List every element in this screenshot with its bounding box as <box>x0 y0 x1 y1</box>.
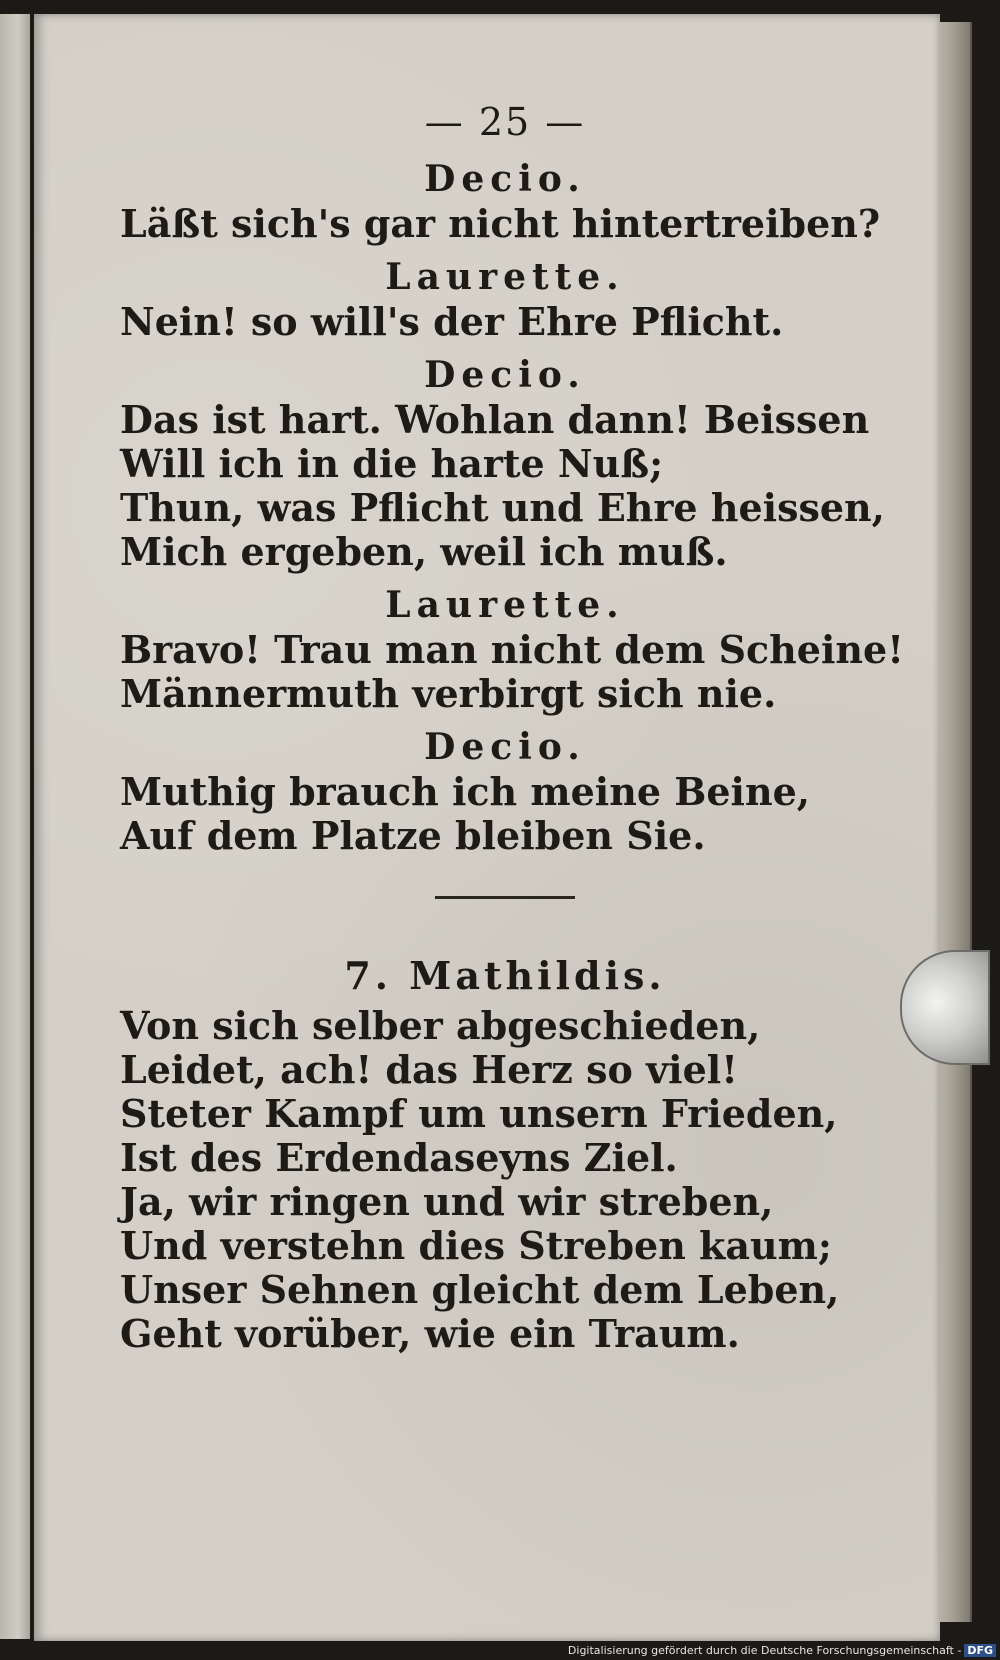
verse-line: Läßt sich's gar nicht hintertreiben? <box>120 201 881 246</box>
verse-line: Das ist hart. Wohlan dann! Beissen <box>120 397 870 442</box>
verse-line: Und verstehn dies Streben kaum; <box>120 1223 832 1268</box>
verse-line: Auf dem Platze bleiben Sie. <box>120 813 706 858</box>
verse-line: Nein! so will's der Ehre Pflicht. <box>120 299 784 344</box>
dialogue-block-1 <box>120 158 890 246</box>
verse-line: Will ich in die harte Nuß; <box>120 441 664 486</box>
page-number: — 25 — <box>424 100 586 144</box>
facing-page-edge <box>0 14 30 1639</box>
page-stack-edge <box>936 22 972 1622</box>
speaker-name: Decio. <box>424 354 586 396</box>
verse-line: Steter Kampf um unsern Frieden, <box>120 1091 838 1136</box>
verse-line: Von sich selber abgeschieden, <box>120 1003 761 1048</box>
page-text <box>120 100 904 1356</box>
speaker-name: Decio. <box>424 158 586 200</box>
verse-line: Geht vorüber, wie ein Traum. <box>120 1311 740 1356</box>
verse-line: Muthig brauch ich meine Beine, <box>120 769 810 814</box>
speaker-name: Decio. <box>424 726 586 768</box>
dialogue-block-5 <box>120 726 890 858</box>
credit-text: Digitalisierung gefördert durch die Deutsche Forschungsgemeinschaft - <box>567 1644 962 1657</box>
verse-line: Ja, wir ringen und wir streben, <box>120 1179 774 1224</box>
digitization-credit <box>568 1644 996 1657</box>
verse-line: Leidet, ach! das Herz so viel! <box>120 1047 738 1092</box>
poem <box>120 953 890 1356</box>
verse-line: Thun, was Pflicht und Ehre heissen, <box>120 485 885 530</box>
dialogue-block-3 <box>120 354 890 574</box>
dialogue-block-2 <box>120 256 890 344</box>
dialogue-block-4 <box>120 584 904 716</box>
verse-line: Unser Sehnen gleicht dem Leben, <box>120 1267 840 1312</box>
dfg-logo: DFG <box>964 1644 996 1657</box>
speaker-name: Laurette. <box>385 584 625 626</box>
verse-line: Mich ergeben, weil ich muß. <box>120 529 728 574</box>
verse-line: Ist des Erdendaseyns Ziel. <box>120 1135 678 1180</box>
verse-line: Männermuth verbirgt sich nie. <box>120 671 777 716</box>
speaker-name: Laurette. <box>385 256 625 298</box>
verse-line: Bravo! Trau man nicht dem Scheine! <box>120 627 904 672</box>
poem-title: 7. Mathildis. <box>344 953 666 998</box>
section-divider <box>435 896 575 899</box>
